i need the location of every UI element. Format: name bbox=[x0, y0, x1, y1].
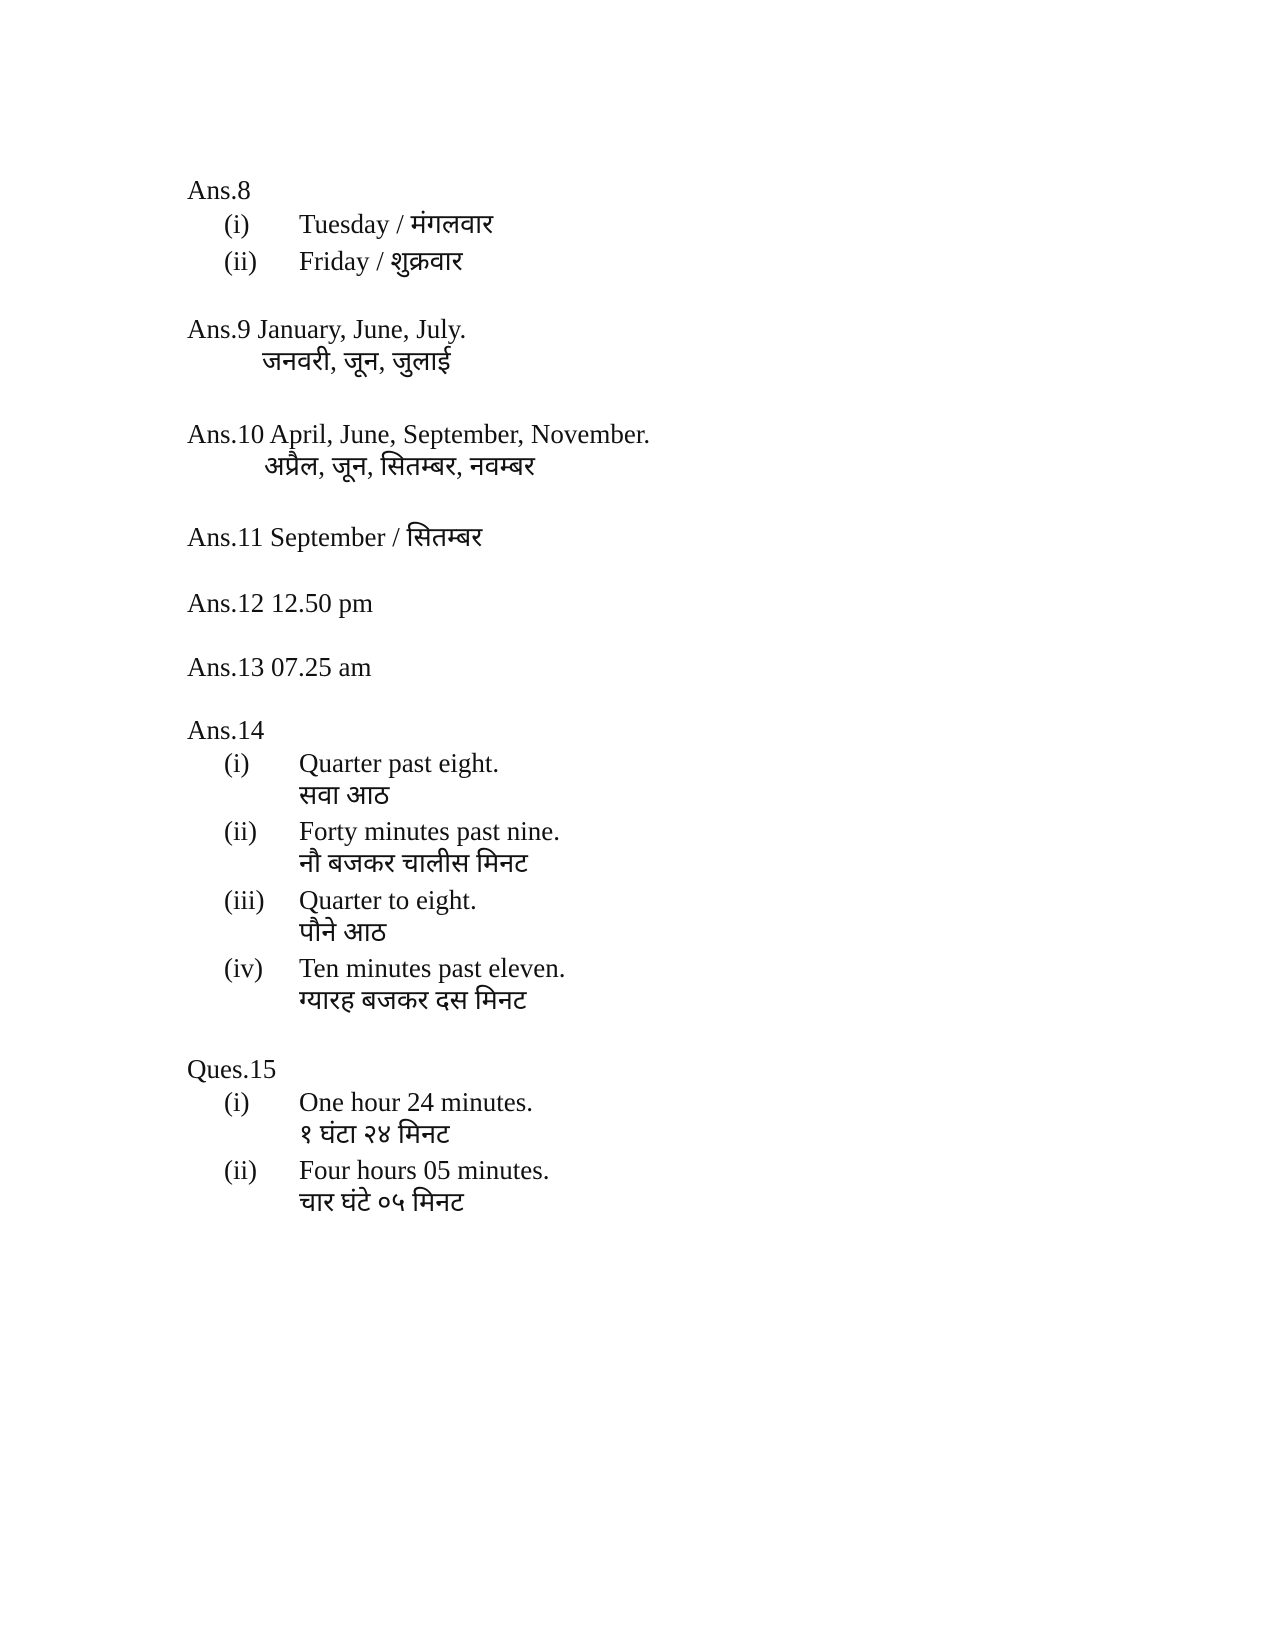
ques15-item-1-text: One hour 24 minutes. bbox=[299, 1087, 533, 1117]
ques15-item-1-number: (i) bbox=[224, 1087, 250, 1117]
ans14-item-1-text: Quarter past eight. bbox=[299, 748, 500, 778]
ans13-heading: Ans.13 07.25 am bbox=[187, 652, 372, 682]
ans14-item-2-text: Forty minutes past nine. bbox=[299, 816, 560, 846]
ans9-hindi: जनवरी, जून, जुलाई bbox=[262, 346, 451, 376]
ans8-heading: Ans.8 bbox=[187, 175, 251, 205]
ans14-heading: Ans.14 bbox=[187, 715, 265, 745]
ans14-item-4-text: Ten minutes past eleven. bbox=[299, 953, 566, 983]
ans8-item-1-number: (i) bbox=[224, 209, 250, 239]
ques15-item-2-text: Four hours 05 minutes. bbox=[299, 1155, 550, 1185]
ans8-item-1-text: Tuesday / मंगलवार bbox=[299, 209, 494, 239]
ans14-item-4-number: (iv) bbox=[224, 953, 263, 983]
ans14-item-2-hindi: नौ बजकर चालीस मिनट bbox=[299, 848, 528, 878]
ans11-heading: Ans.11 September / सितम्बर bbox=[187, 522, 483, 552]
ques15-item-1-hindi: १ घंटा २४ मिनट bbox=[299, 1119, 450, 1149]
ans9-heading: Ans.9 January, June, July. bbox=[187, 314, 467, 344]
ans14-item-2-number: (ii) bbox=[224, 816, 257, 846]
ans14-item-3-number: (iii) bbox=[224, 885, 265, 915]
ans14-item-1-hindi: सवा आठ bbox=[299, 780, 390, 810]
ans8-item-2-number: (ii) bbox=[224, 246, 257, 276]
ques15-item-2-hindi: चार घंटे ०५ मिनट bbox=[299, 1187, 464, 1217]
ans12-heading: Ans.12 12.50 pm bbox=[187, 588, 374, 618]
ans14-item-3-text: Quarter to eight. bbox=[299, 885, 477, 915]
ques15-item-2-number: (ii) bbox=[224, 1155, 257, 1185]
ans14-item-3-hindi: पौने आठ bbox=[299, 917, 387, 947]
ans10-hindi: अप्रैल, जून, सितम्बर, नवम्बर bbox=[264, 451, 535, 481]
ques15-heading: Ques.15 bbox=[187, 1054, 277, 1084]
ans14-item-1-number: (i) bbox=[224, 748, 250, 778]
ans10-heading: Ans.10 April, June, September, November. bbox=[187, 419, 651, 449]
ans14-item-4-hindi: ग्यारह बजकर दस मिनट bbox=[299, 985, 527, 1015]
ans8-item-2-text: Friday / शुक्रवार bbox=[299, 246, 463, 276]
